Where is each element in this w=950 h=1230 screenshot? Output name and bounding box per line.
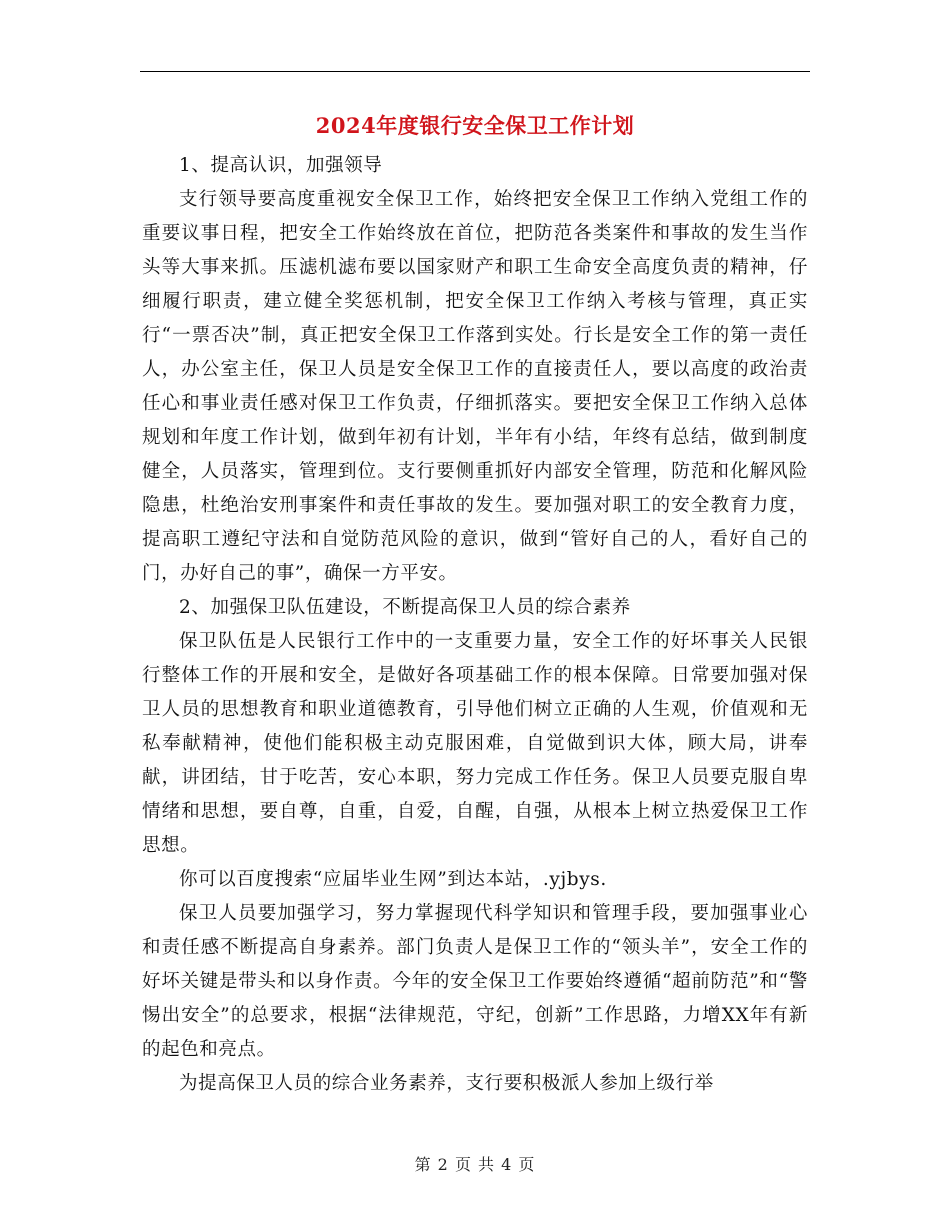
body-paragraph: 保卫队伍是人民银行工作中的一支重要力量，安全工作的好坏事关人民银行整体工作的开展和安全，是做好各项基础工作的根本保障。日常要加强对保卫人员的思想教育和职业道德教育，引导他们树立正确的人生观，价值观和无私奉献精神，使他们能积极主动克服困难，自觉做到识大体，顾大局，讲奉献，讲团结，甘于吃苦，安心本职，努力完成工作任务。保卫人员要克服自卑情绪和思想，要自尊，自重，自爱，自醒，自强，从根本上树立热爱保卫工作思想。 [142, 631, 808, 856]
document-title: 2024年度银行安全保卫工作计划 [315, 113, 635, 138]
body-paragraph: 支行领导要高度重视安全保卫工作，始终把安全保卫工作纳入党组工作的重要议事日程，把安全工作始终放在首位，把防范各类案件和事故的发生当作头等大事来抓。压滤机滤布要以国家财产和职工生命安全高度负责的精神，仔细履行职责，建立健全奖惩机制，把安全保卫工作纳入考核与管理，真正实行“一票否决”制，真正把安全保卫工作落到实处。行长是安全工作的第一责任人，办公室主任，保卫人员是安全保卫工作的直接责任人，要以高度的政治责任心和事业责任感对保卫工作负责，仔细抓落实。要把安全保卫工作纳入总体规划和年度工作计划，做到年初有计划，半年有小结，年终有总结，做到制度健全，人员落实，管理到位。支行要侧重抓好内部安全管理，防范和化解风险隐患，杜绝治安刑事案件和责任事故的发生。要加强对职工的安全教育力度，提高职工遵纪守法和自觉防范风险的意识，做到“管好自己的人，看好自己的门，办好自己的事”，确保一方平安。 [142, 189, 808, 584]
body-paragraph: 你可以百度搜索“应届毕业生网”到达本站，.yjbys. [179, 869, 607, 890]
page-number: 第 2 页 共 4 页 [414, 1155, 536, 1174]
document-body [142, 149, 808, 1101]
body-paragraph: 为提高保卫人员的综合业务素养，支行要积极派人参加上级行举 [179, 1073, 714, 1094]
section-heading-1: 1、提高认识，加强领导 [179, 155, 383, 176]
header-rule [140, 71, 810, 72]
body-paragraph: 保卫人员要加强学习，努力掌握现代科学知识和管理手段，要加强事业心和责任感不断提高自身素养。部门负责人是保卫工作的“领头羊”，安全工作的好坏关键是带头和以身作责。今年的安全保卫工作要始终遵循“超前防范”和“警惕出安全”的总要求，根据“法律规范，守纪，创新”工作思路，力增XX年有新的起色和亮点。 [142, 903, 808, 1060]
section-heading-2: 2、加强保卫队伍建设，不断提高保卫人员的综合素养 [179, 597, 631, 618]
